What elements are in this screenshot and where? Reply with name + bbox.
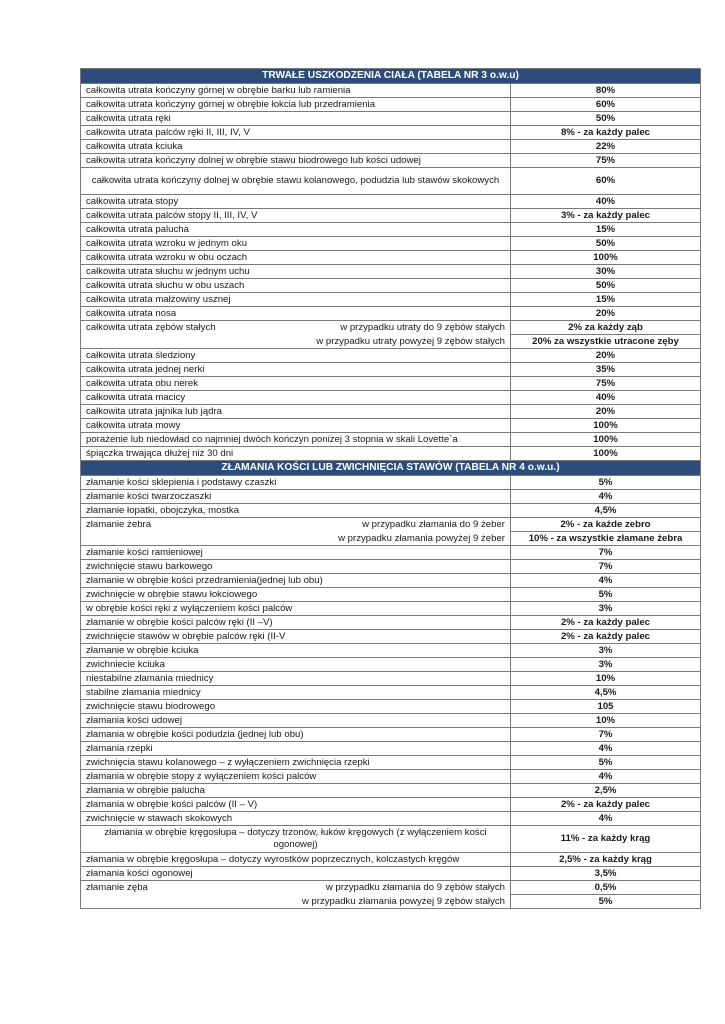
row-label: całkowita utrata kciuka xyxy=(81,140,511,154)
table-row xyxy=(81,223,701,237)
row-value: 10% xyxy=(511,672,701,686)
section-header xyxy=(81,461,701,476)
table-row xyxy=(81,518,701,532)
table-row xyxy=(81,546,701,560)
row-value: 15% xyxy=(511,293,701,307)
table-row xyxy=(81,349,701,363)
table-row xyxy=(81,265,701,279)
table-row xyxy=(81,728,701,742)
table-row xyxy=(81,405,701,419)
table-row xyxy=(81,700,701,714)
row-value: 20% xyxy=(511,405,701,419)
injury-table-body xyxy=(81,69,701,909)
row-label: całkowita utrata kończyny dolnej w obrębie stawu biodrowego lub kości udowej xyxy=(81,154,511,168)
row-label: złamanie w obrębie kciuka xyxy=(81,644,511,658)
row-value: 40% xyxy=(511,391,701,405)
row-condition: w przypadku złamania powyżej 9 żeber xyxy=(81,532,511,546)
row-value: 50% xyxy=(511,112,701,126)
row-label: złamanie w obrębie kości przedramienia(jednej lub obu) xyxy=(81,574,511,588)
row-label: całkowita utrata jajnika lub jądra xyxy=(81,405,511,419)
row-value: 20% xyxy=(511,307,701,321)
row-value: 60% xyxy=(511,98,701,112)
row-label-main: złamanie żebra xyxy=(86,519,152,531)
row-label: złamania w obrębie kości palców (II – V) xyxy=(81,798,511,812)
row-value: 2% za każdy ząb xyxy=(511,321,701,335)
row-condition: w przypadku złamania do 9 żeber xyxy=(362,519,505,531)
row-condition: w przypadku utraty do 9 zębów stałych xyxy=(340,322,505,334)
table-row xyxy=(81,826,701,853)
row-value: 100% xyxy=(511,419,701,433)
row-label: całkowita utrata jednej nerki xyxy=(81,363,511,377)
row-value: 15% xyxy=(511,223,701,237)
row-value: 4% xyxy=(511,812,701,826)
row-value: 11% - za każdy krąg xyxy=(511,826,701,853)
row-label: całkowita utrata wzroku w obu oczach xyxy=(81,251,511,265)
table-row xyxy=(81,812,701,826)
row-label: zwichnięcie stawu barkowego xyxy=(81,560,511,574)
row-value: 50% xyxy=(511,237,701,251)
row-label: złamania w obrębie kręgosłupa – dotyczy wyrostków poprzecznych, kolczastych kręgów xyxy=(81,853,511,867)
table-row xyxy=(81,237,701,251)
row-value: 22% xyxy=(511,140,701,154)
row-label: złamanie łopatki, obojczyka, mostka xyxy=(81,504,511,518)
table-row xyxy=(81,798,701,812)
row-label: śpiączka trwająca dłużej niż 30 dni xyxy=(81,447,511,461)
row-label: niestabilne złamania miednicy xyxy=(81,672,511,686)
table-row xyxy=(81,867,701,881)
row-value: 2% - za każdy palec xyxy=(511,616,701,630)
row-label-main: złamanie zęba xyxy=(86,882,148,894)
row-label: zwichnięcie stawu biodrowego xyxy=(81,700,511,714)
row-label: całkowita utrata mowy xyxy=(81,419,511,433)
table-row xyxy=(81,770,701,784)
row-value: 2% - za każdy palec xyxy=(511,630,701,644)
row-value: 30% xyxy=(511,265,701,279)
table-row xyxy=(81,672,701,686)
row-value: 35% xyxy=(511,363,701,377)
table-row xyxy=(81,293,701,307)
row-label: całkowita utrata kończyny górnej w obrębie łokcia lub przedramienia xyxy=(81,98,511,112)
row-value: 4,5% xyxy=(511,504,701,518)
table-row xyxy=(81,363,701,377)
table-row xyxy=(81,504,701,518)
table-row xyxy=(81,154,701,168)
row-value: 10% - za wszystkie złamane żebra xyxy=(511,532,701,546)
row-value: 4% xyxy=(511,490,701,504)
row-label: zwichnięcie w obrębie stawu łokciowego xyxy=(81,588,511,602)
row-label: całkowita utrata stopy xyxy=(81,195,511,209)
row-label: w obrębie kości ręki z wyłączeniem kości palców xyxy=(81,602,511,616)
table-row xyxy=(81,574,701,588)
row-value: 10% xyxy=(511,714,701,728)
row-value: 3% xyxy=(511,644,701,658)
table-row xyxy=(81,321,701,335)
table-row xyxy=(81,84,701,98)
table-row xyxy=(81,895,701,909)
row-value: 80% xyxy=(511,84,701,98)
row-value: 8% - za każdy palec xyxy=(511,126,701,140)
table-row xyxy=(81,658,701,672)
table-row xyxy=(81,616,701,630)
row-value: 75% xyxy=(511,377,701,391)
row-label: całkowita utrata wzroku w jednym oku xyxy=(81,237,511,251)
table-row xyxy=(81,168,701,195)
row-value: 50% xyxy=(511,279,701,293)
row-label: całkowita utrata palucha xyxy=(81,223,511,237)
row-value: 7% xyxy=(511,728,701,742)
row-label: zwichnięcia stawu kolanowego – z wyłączeniem zwichnięcia rzepki xyxy=(81,756,511,770)
table-row xyxy=(81,602,701,616)
table-row xyxy=(81,644,701,658)
row-label: całkowita utrata słuchu w obu uszach xyxy=(81,279,511,293)
section-title: TRWAŁE USZKODZENIA CIAŁA (TABELA NR 3 o.w.u) xyxy=(81,69,701,84)
row-value: 5% xyxy=(511,895,701,909)
row-value: 7% xyxy=(511,546,701,560)
row-label: całkowita utrata nosa xyxy=(81,307,511,321)
row-condition: w przypadku złamania do 9 zębów stałych xyxy=(325,882,505,894)
row-label: zwichnięcie stawów w obrębie palców ręki (II-V xyxy=(81,630,511,644)
row-value: 4,5% xyxy=(511,686,701,700)
row-value: 3% xyxy=(511,658,701,672)
row-value: 5% xyxy=(511,756,701,770)
row-value: 75% xyxy=(511,154,701,168)
table-row xyxy=(81,881,701,895)
row-label: porażenie lub niedowład co najmniej dwóch kończyn poniżej 3 stopnia w skali Lovette`a xyxy=(81,433,511,447)
table-row xyxy=(81,532,701,546)
table-row xyxy=(81,686,701,700)
row-label: złamania w obrębie stopy z wyłączeniem kości palców xyxy=(81,770,511,784)
row-label: całkowita utrata palców ręki II, III, IV, V xyxy=(81,126,511,140)
table-row xyxy=(81,251,701,265)
row-value: 20% xyxy=(511,349,701,363)
table-row xyxy=(81,98,701,112)
table-row xyxy=(81,853,701,867)
row-value: 100% xyxy=(511,433,701,447)
row-value: 4% xyxy=(511,574,701,588)
row-value: 7% xyxy=(511,560,701,574)
row-condition: w przypadku złamania powyżej 9 zębów stałych xyxy=(81,895,511,909)
table-row xyxy=(81,714,701,728)
row-label: złamanie kości twarzoczaszki xyxy=(81,490,511,504)
row-value: 5% xyxy=(511,588,701,602)
row-label: złamania w obrębie kości podudzia (jednej lub obu) xyxy=(81,728,511,742)
section-header xyxy=(81,69,701,84)
table-row xyxy=(81,307,701,321)
row-label: całkowita utrata obu nerek xyxy=(81,377,511,391)
row-label: złamania w obrębie kręgosłupa – dotyczy trzonów, łuków kręgowych (z wyłączeniem kości ogonowej) xyxy=(81,826,511,853)
table-row xyxy=(81,447,701,461)
row-value: 4% xyxy=(511,770,701,784)
table-row xyxy=(81,140,701,154)
row-label: złamanie kości ramieniowej xyxy=(81,546,511,560)
row-value: 100% xyxy=(511,251,701,265)
table-row xyxy=(81,756,701,770)
table-row xyxy=(81,490,701,504)
table-row xyxy=(81,195,701,209)
row-value: 2,5% - za każdy krąg xyxy=(511,853,701,867)
row-value: 100% xyxy=(511,447,701,461)
table-row xyxy=(81,588,701,602)
table-row xyxy=(81,630,701,644)
row-label: złamania rzepki xyxy=(81,742,511,756)
row-label: całkowita utrata małżowiny usznej xyxy=(81,293,511,307)
row-value: 40% xyxy=(511,195,701,209)
section-title: ZŁAMANIA KOŚCI LUB ZWICHNIĘCIA STAWÓW (TABELA NR 4 o.w.u.) xyxy=(81,461,701,476)
table-row xyxy=(81,476,701,490)
table-row xyxy=(81,560,701,574)
table-row xyxy=(81,433,701,447)
row-value: 2,5% xyxy=(511,784,701,798)
row-label: złamania kości udowej xyxy=(81,714,511,728)
row-label: złamanie kości sklepienia i podstawy czaszki xyxy=(81,476,511,490)
row-label: całkowita utrata macicy xyxy=(81,391,511,405)
table-row xyxy=(81,335,701,349)
row-value: 5% xyxy=(511,476,701,490)
table-row xyxy=(81,112,701,126)
table-row xyxy=(81,784,701,798)
row-label xyxy=(81,321,511,335)
table-row xyxy=(81,377,701,391)
row-label: złamania w obrębie palucha xyxy=(81,784,511,798)
row-value: 3,5% xyxy=(511,867,701,881)
row-label: zwichnięcie w stawach skokowych xyxy=(81,812,511,826)
row-label-main: całkowita utrata zębów stałych xyxy=(86,322,216,334)
row-label xyxy=(81,881,511,895)
row-value: 20% za wszystkie utracone zęby xyxy=(511,335,701,349)
row-value: 4% xyxy=(511,742,701,756)
row-label: całkowita utrata śledziony xyxy=(81,349,511,363)
table-row xyxy=(81,419,701,433)
table-row xyxy=(81,209,701,223)
table-row xyxy=(81,279,701,293)
row-label xyxy=(81,518,511,532)
row-label: całkowita utrata słuchu w jednym uchu xyxy=(81,265,511,279)
row-label: zwichniecie kciuka xyxy=(81,658,511,672)
row-label: złamanie w obrębie kości palców ręki (II –V) xyxy=(81,616,511,630)
row-value: 2% - za każdy palec xyxy=(511,798,701,812)
row-label: stabilne złamania miednicy xyxy=(81,686,511,700)
row-value: 105 xyxy=(511,700,701,714)
row-label: całkowita utrata kończyny dolnej w obrębie stawu kolanowego, podudzia lub stawów skokowych xyxy=(81,168,511,195)
row-label: całkowita utrata ręki xyxy=(81,112,511,126)
row-condition: w przypadku utraty powyżej 9 zębów stałych xyxy=(81,335,511,349)
row-label: całkowita utrata palców stopy II, III, IV, V xyxy=(81,209,511,223)
row-value: 0,5% xyxy=(511,881,701,895)
row-value: 2% - za każde zebro xyxy=(511,518,701,532)
row-value: 60% xyxy=(511,168,701,195)
injury-table xyxy=(80,68,701,909)
row-label: całkowita utrata kończyny górnej w obrębie barku lub ramienia xyxy=(81,84,511,98)
table-row xyxy=(81,742,701,756)
table-row xyxy=(81,126,701,140)
row-label: złamania kości ogonowej xyxy=(81,867,511,881)
row-value: 3% xyxy=(511,602,701,616)
row-value: 3% - za każdy palec xyxy=(511,209,701,223)
table-row xyxy=(81,391,701,405)
